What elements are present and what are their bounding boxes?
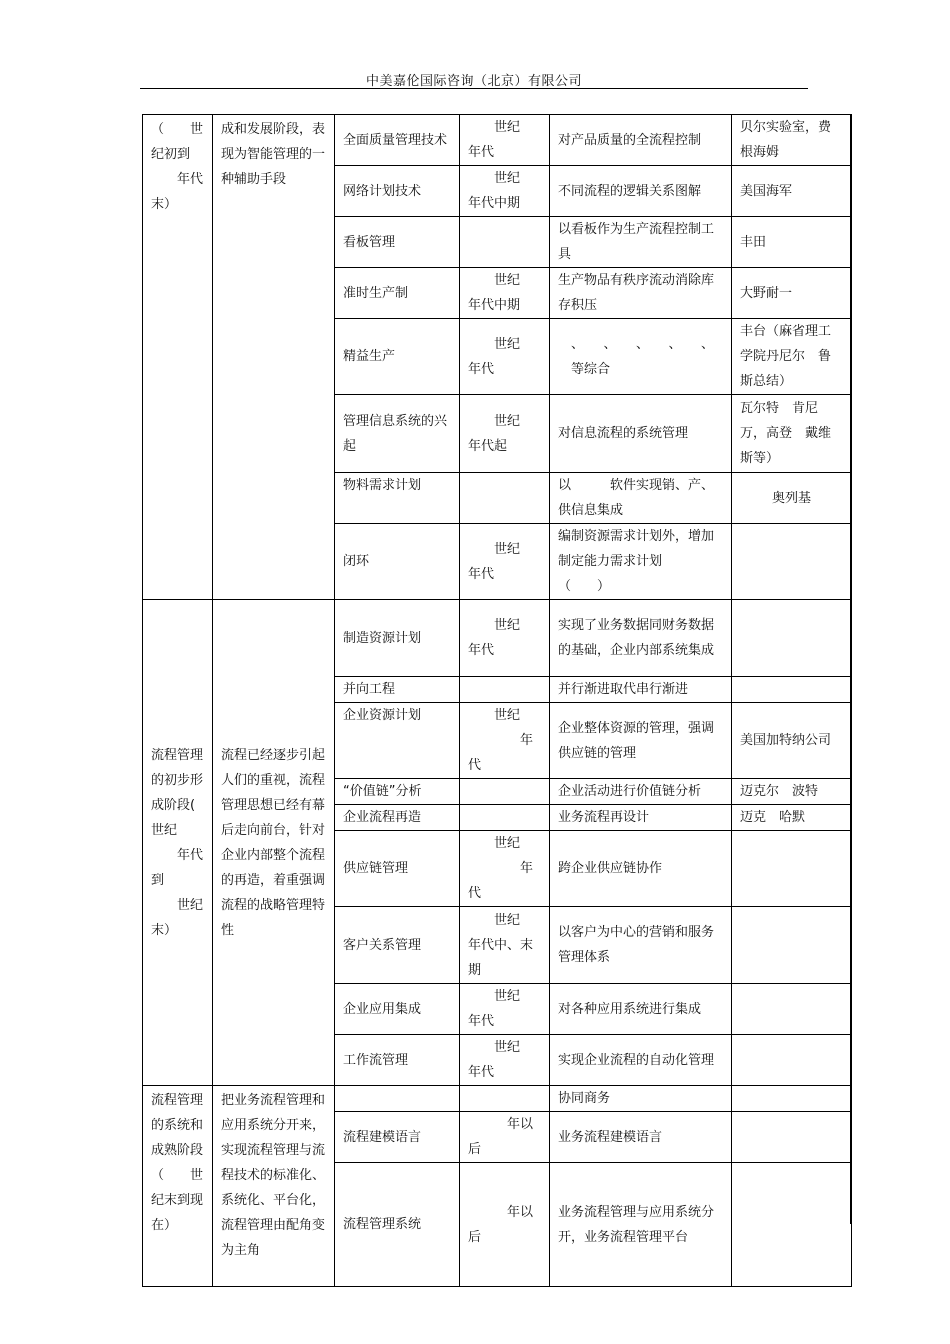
- content-cell: 不同流程的逻辑关系图解: [550, 166, 732, 217]
- source-cell: 丰田: [732, 217, 852, 268]
- era-cell: 世纪 年代中期: [460, 166, 550, 217]
- source-cell: 美国加特纳公司: [732, 703, 852, 779]
- era-cell: [460, 217, 550, 268]
- era-cell: [460, 1086, 550, 1112]
- content-cell: 编制资源需求计划外，增加制定能力需求计划 （ ）: [550, 524, 732, 600]
- era-cell: 世纪 年代: [460, 524, 550, 600]
- source-cell: [732, 677, 852, 703]
- technique-cell: 流程管理系统: [335, 1163, 460, 1287]
- era-cell: 世纪 年代: [460, 1035, 550, 1086]
- technique-cell: 供应链管理: [335, 831, 460, 907]
- source-cell: [732, 1112, 852, 1163]
- content-cell: 对信息流程的系统管理: [550, 395, 732, 473]
- technique-cell: 制造资源计划: [335, 600, 460, 677]
- content-cell: 以客户为中心的营销和服务管理体系: [550, 907, 732, 984]
- stage-description-cell: 成和发展阶段，表现为智能管理的一种辅助手段: [213, 115, 335, 600]
- era-cell: 世纪 年代: [460, 115, 550, 166]
- technique-cell: 全面质量管理技术: [335, 115, 460, 166]
- content-cell: 、 、 、 、 、 等综合: [550, 319, 732, 395]
- content-cell: 以 软件实现销、产、供信息集成: [550, 473, 732, 524]
- technique-cell: 并向工程: [335, 677, 460, 703]
- content-cell: 对各种应用系统进行集成: [550, 984, 732, 1035]
- source-cell: [732, 1086, 852, 1112]
- technique-cell: 网络计划技术: [335, 166, 460, 217]
- content-cell: 实现了业务数据同财务数据的基础，企业内部系统集成: [550, 600, 732, 677]
- process-management-history-table: [142, 114, 852, 1287]
- stage-cell: （ 世 纪初到 年代 末）: [143, 115, 213, 600]
- content-cell: 协同商务: [550, 1086, 732, 1112]
- technique-cell: 企业流程再造: [335, 805, 460, 831]
- source-cell: [732, 831, 852, 907]
- era-cell: 世纪 年代: [460, 703, 550, 779]
- era-cell: 世纪 年代中、末期: [460, 907, 550, 984]
- source-cell: 奥列基: [732, 473, 852, 524]
- era-cell: 世纪 年代: [460, 831, 550, 907]
- content-cell: 以看板作为生产流程控制工具: [550, 217, 732, 268]
- source-cell: [732, 1163, 852, 1287]
- source-cell: 迈克尔 波特: [732, 779, 852, 805]
- era-cell: [460, 473, 550, 524]
- stage-description-cell: 把业务流程管理和应用系统分开来，实现流程管理与流程技术的标准化、系统化、平台化，流程管理由配角变为主角: [213, 1086, 335, 1287]
- header-divider: [140, 88, 808, 89]
- content-cell: 实现企业流程的自动化管理: [550, 1035, 732, 1086]
- technique-cell: [335, 1086, 460, 1112]
- stage-cell: 流程管理的初步形成阶段( 世纪 年代到 世纪 末）: [143, 600, 213, 1086]
- stage-description-cell: 流程已经逐步引起人们的重视，流程管理思想已经有幕后走向前台，针对企业内部整个流程的再造，着重强调流程的战略管理特性: [213, 600, 335, 1086]
- source-cell: 迈克 哈默: [732, 805, 852, 831]
- content-cell: 业务流程再设计: [550, 805, 732, 831]
- content-cell: 并行渐进取代串行渐进: [550, 677, 732, 703]
- table-row: [143, 600, 852, 677]
- content-cell: 对产品质量的全流程控制: [550, 115, 732, 166]
- source-cell: [732, 1035, 852, 1086]
- content-cell: 生产物品有秩序流动消除库存积压: [550, 268, 732, 319]
- content-cell: 业务流程管理与应用系统分开，业务流程管理平台: [550, 1163, 732, 1287]
- stage-cell: 流程管理的系统和成熟阶段（ 世纪末到现在）: [143, 1086, 213, 1287]
- source-cell: [732, 600, 852, 677]
- technique-cell: “价值链”分析: [335, 779, 460, 805]
- era-cell: 世纪 年代: [460, 984, 550, 1035]
- source-cell: [732, 524, 852, 600]
- table-right-border: [850, 114, 852, 1224]
- era-cell: [460, 805, 550, 831]
- source-cell: 瓦尔特 肯尼万，高登 戴维斯等）: [732, 395, 852, 473]
- era-cell: 世纪 年代: [460, 600, 550, 677]
- source-cell: 丰台（麻省理工学院丹尼尔 鲁斯总结）: [732, 319, 852, 395]
- source-cell: 美国海军: [732, 166, 852, 217]
- technique-cell: 准时生产制: [335, 268, 460, 319]
- content-cell: 企业整体资源的管理，强调供应链的管理: [550, 703, 732, 779]
- era-cell: 年以 后: [460, 1163, 550, 1287]
- technique-cell: 工作流管理: [335, 1035, 460, 1086]
- table-row: [143, 1086, 852, 1112]
- era-cell: 世纪 年代中期: [460, 268, 550, 319]
- technique-cell: 物料需求计划: [335, 473, 460, 524]
- technique-cell: 客户关系管理: [335, 907, 460, 984]
- source-cell: [732, 984, 852, 1035]
- source-cell: 贝尔实验室，费根海姆: [732, 115, 852, 166]
- source-cell: [732, 907, 852, 984]
- table-row: [143, 115, 852, 166]
- technique-cell: 流程建模语言: [335, 1112, 460, 1163]
- technique-cell: 管理信息系统的兴起: [335, 395, 460, 473]
- source-cell: 大野耐一: [732, 268, 852, 319]
- era-cell: 世纪 年代起: [460, 395, 550, 473]
- technique-cell: 企业应用集成: [335, 984, 460, 1035]
- era-cell: [460, 779, 550, 805]
- era-cell: 年以 后: [460, 1112, 550, 1163]
- technique-cell: 企业资源计划: [335, 703, 460, 779]
- era-cell: [460, 677, 550, 703]
- technique-cell: 看板管理: [335, 217, 460, 268]
- page-header-title: 中美嘉伦国际咨询（北京）有限公司: [365, 74, 582, 89]
- era-cell: 世纪 年代: [460, 319, 550, 395]
- content-cell: 跨企业供应链协作: [550, 831, 732, 907]
- content-cell: 企业活动进行价值链分析: [550, 779, 732, 805]
- technique-cell: 精益生产: [335, 319, 460, 395]
- technique-cell: 闭环: [335, 524, 460, 600]
- content-cell: 业务流程建模语言: [550, 1112, 732, 1163]
